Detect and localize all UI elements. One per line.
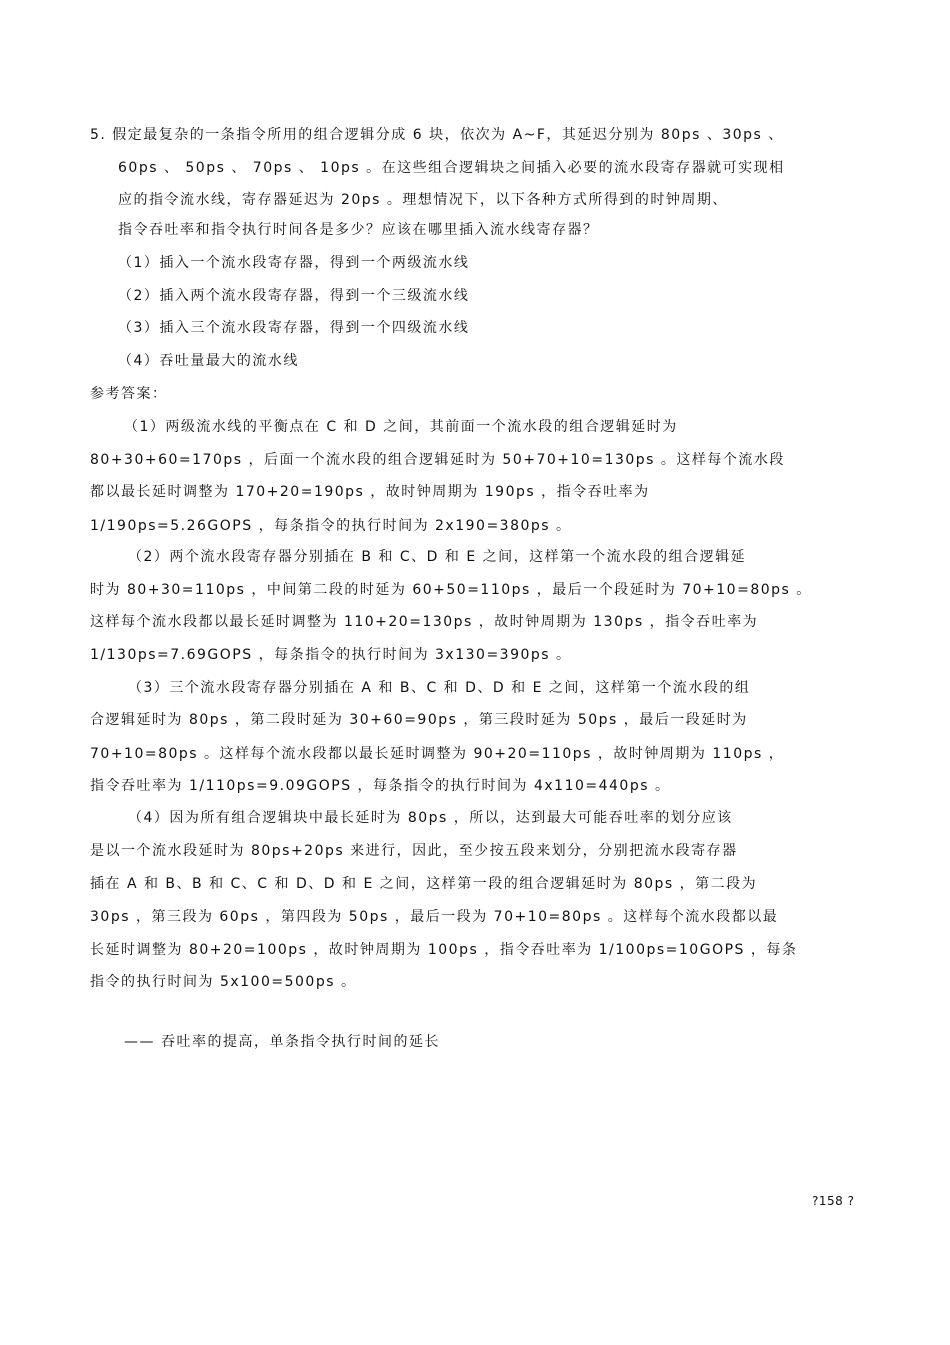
answer-heading: 参考答案：	[90, 386, 168, 402]
option-item: （2）插入两个流水段寄存器，得到一个三级流水线	[118, 288, 470, 304]
answer-line: 70+10=80ps 。这样每个流水段都以最长延时调整为 90+20=110ps ，故时钟周期为 110ps ，	[90, 746, 785, 762]
question-line: 60ps 、 50ps 、 70ps 、 10ps 。在这些组合逻辑块之间插入必要的流水段寄存器就可实现相	[118, 160, 785, 176]
answer-line: 指令吞吐率为 1/110ps=9.09GOPS ，每条指令的执行时间为 4x110=440ps 。	[90, 778, 671, 794]
page-number: ?158 ?	[812, 1194, 855, 1208]
answer-line: （2）两个流水段寄存器分别插在 B 和 C、D 和 E 之间，这样第一个流水段的组合逻辑延	[128, 549, 747, 565]
answer-line: 1/130ps=7.69GOPS ，每条指令的执行时间为 3x130=390ps 。	[90, 647, 572, 663]
question-line: 5. 假定最复杂的一条指令所用的组合逻辑分成 6 块，依次为 A~F，其延迟分别为 80ps 、30ps 、	[90, 127, 784, 143]
answer-line: 时为 80+30=110ps ，中间第二段的时延为 60+50=110ps ，最后一个段延时为 70+10=80ps 。	[90, 582, 812, 598]
answer-line: 1/190ps=5.26GOPS ，每条指令的执行时间为 2x190=380ps 。	[90, 518, 572, 534]
question-line: 指令吞吐率和指令执行时间各是多少？应该在哪里插入流水线寄存器？	[118, 222, 599, 238]
answer-line: 长延时调整为 80+20=100ps ，故时钟周期为 100ps ，指令吞吐率为 1/100ps=10GOPS ，每条	[90, 942, 798, 958]
conclusion-note: —— 吞吐率的提高，单条指令执行时间的延长	[124, 1034, 440, 1050]
answer-line: （3）三个流水段寄存器分别插在 A 和 B、C 和 D、D 和 E 之间，这样第一个流水段的组	[128, 680, 751, 696]
answer-line: 这样每个流水段都以最长延时调整为 110+20=130ps ，故时钟周期为 130ps ，指令吞吐率为	[90, 614, 759, 630]
answer-line: 合逻辑延时为 80ps ，第二段时延为 30+60=90ps ，第三段时延为 50ps ，最后一段延时为	[90, 712, 748, 728]
answer-line: 30ps ，第三段为 60ps ，第四段为 50ps ，最后一段为 70+10=80ps 。这样每个流水段都以最	[90, 909, 779, 925]
answer-line: 都以最长延时调整为 170+20=190ps ，故时钟周期为 190ps ，指令吞吐率为	[90, 484, 650, 500]
option-item: （1）插入一个流水段寄存器，得到一个两级流水线	[118, 255, 470, 271]
answer-line: （1）两级流水线的平衡点在 C 和 D 之间，其前面一个流水段的组合逻辑延时为	[124, 419, 678, 435]
answer-line: 插在 A 和 B、B 和 C、C 和 D、D 和 E 之间，这样第一段的组合逻辑延时为 80ps ，第二段为	[90, 876, 758, 892]
answer-line: （4）因为所有组合逻辑块中最长延时为 80ps ，所以，达到最大可能吞吐率的划分应该	[128, 810, 733, 826]
answer-line: 80+30+60=170ps ，后面一个流水段的组合逻辑延时为 50+70+10=130ps 。这样每个流水段	[90, 452, 785, 468]
answer-line: 是以一个流水段延时为 80ps+20ps 来进行，因此，至少按五段来划分，分别把流水段寄存器	[90, 843, 738, 859]
question-line: 应的指令流水线，寄存器延迟为 20ps 。理想情况下，以下各种方式所得到的时钟周期、	[118, 192, 728, 208]
option-item: （4）吞吐量最大的流水线	[118, 353, 299, 369]
option-item: （3）插入三个流水段寄存器，得到一个四级流水线	[118, 320, 470, 336]
answer-line: 指令的执行时间为 5x100=500ps 。	[90, 974, 357, 990]
